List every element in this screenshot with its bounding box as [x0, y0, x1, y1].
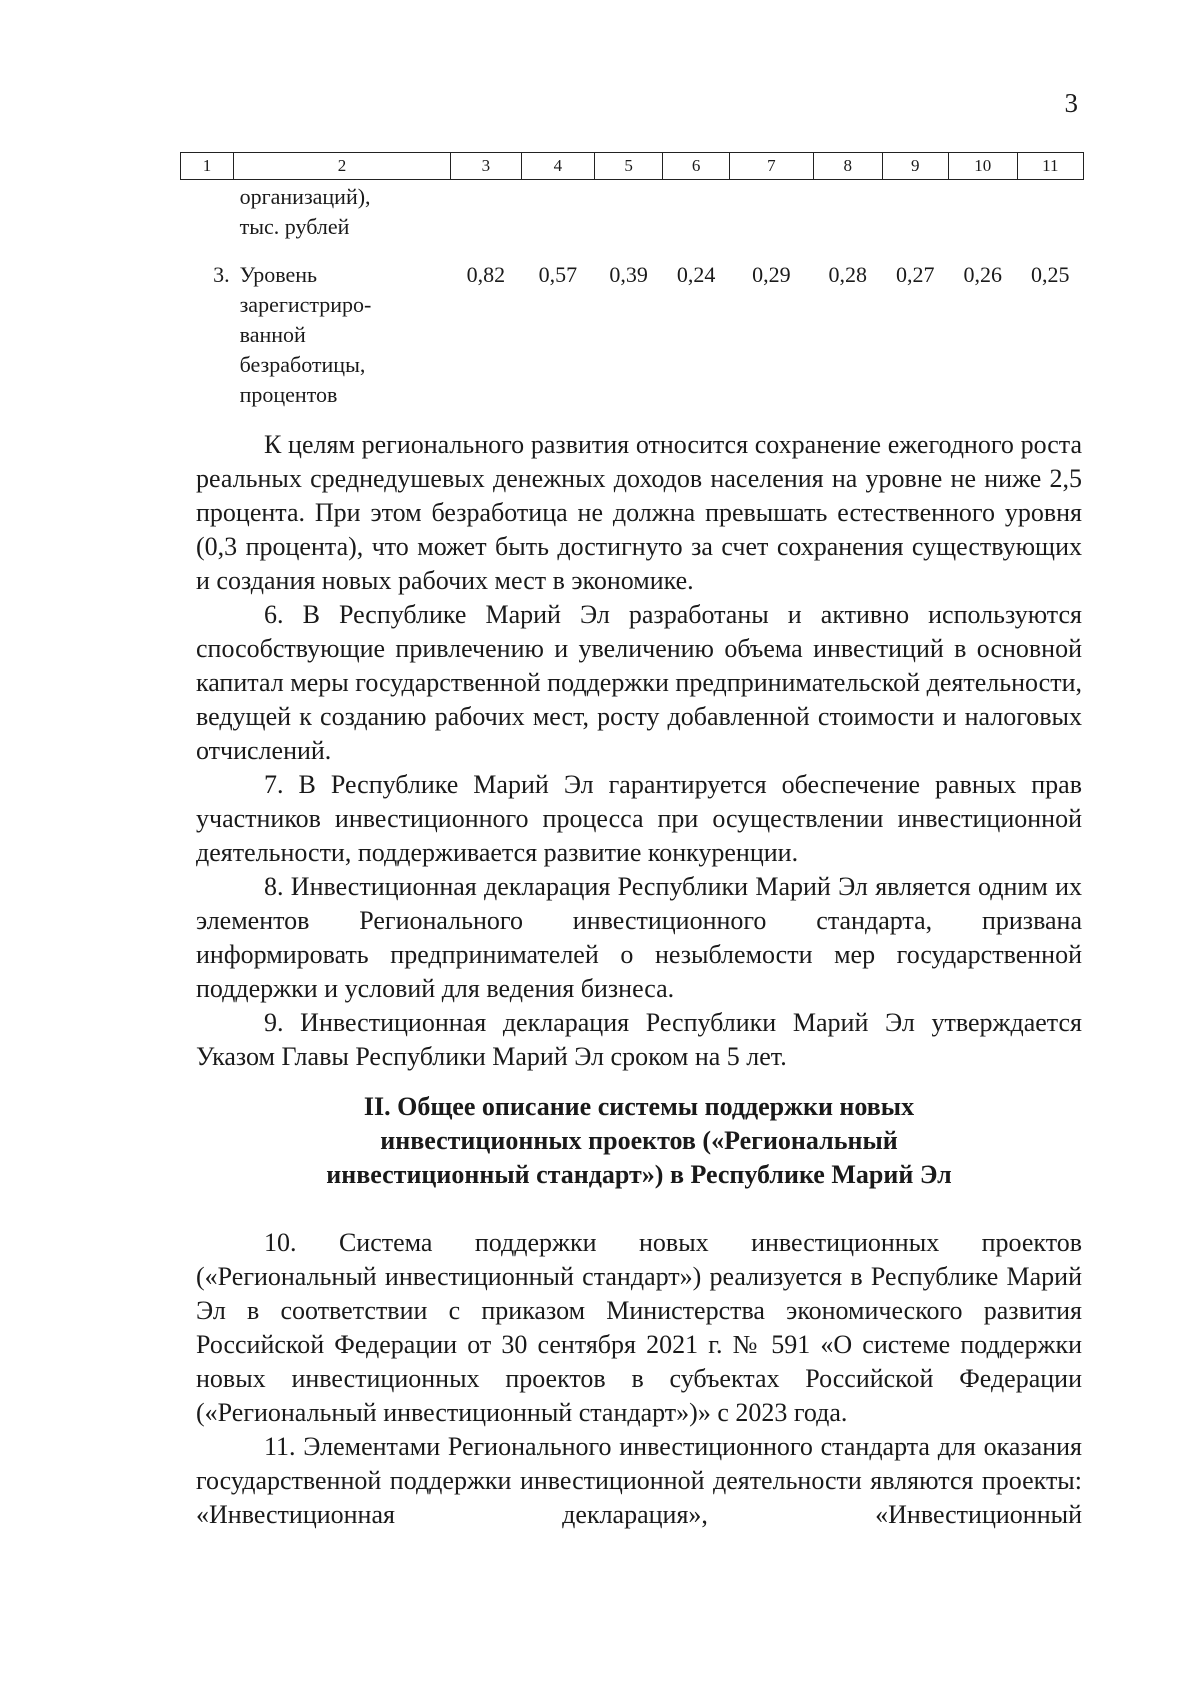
value-cell: 0,82 — [466, 262, 506, 287]
row-label-cell — [234, 180, 451, 243]
table-header-cell: 4 — [521, 153, 594, 180]
body-text-after — [196, 1226, 1082, 1532]
row-label-line: Уровень — [239, 262, 318, 287]
row-label-line: организаций), — [239, 184, 371, 209]
table-row — [181, 242, 1084, 410]
indicators-table — [180, 152, 1084, 410]
table-header-cell: 6 — [663, 153, 729, 180]
paragraph: 9. Инвестиционная декларация Республики Марий Эл утверждается Указом Главы Республики Марий Эл сроком на 5 лет. — [196, 1008, 1082, 1071]
value-cell: 0,25 — [1031, 262, 1070, 287]
row-number-cell: 3. — [213, 262, 230, 287]
table-header-cell: 8 — [813, 153, 882, 180]
row-number-cell — [181, 180, 234, 243]
table-header-cell: 11 — [1017, 153, 1083, 180]
body-text-before — [196, 428, 1082, 1074]
table-header-cell: 5 — [594, 153, 663, 180]
value-cell: 0,28 — [828, 262, 867, 287]
value-cell: 0,27 — [895, 262, 935, 287]
table-row — [181, 180, 1084, 243]
row-label-line: тыс. рублей — [239, 214, 350, 239]
page-number: 3 — [1064, 88, 1078, 118]
row-label-line: зарегистриро- — [239, 292, 372, 317]
paragraph: К целям регионального развития относится сохранение ежегодного роста реальных среднедушевых денежных доходов населения на уровне не ниже 2,5 процента. При этом безработица не должна превышать естественного уровня (0,3 процента), что может быть достигнуто за счет сохранения существующих и создания новых рабочих мест в экономике. — [196, 430, 1082, 595]
section-heading-line: инвестиционный стандарт») в Республике Марий Эл — [326, 1160, 952, 1189]
value-cell: 0,24 — [676, 262, 716, 287]
table-header-row — [181, 153, 1084, 180]
table-header-cell: 7 — [729, 153, 813, 180]
value-cell: 0,29 — [752, 262, 791, 287]
paragraph: 10. Система поддержки новых инвестиционных проектов («Региональный инвестиционный стандарт») реализуется в Республике Марий Эл в соответствии с приказом Министерства экономического развития Российской Федерации от 30 сентября 2021 г. № 591 «О системе поддержки новых инвестиционных проектов в субъектах Российской Федерации («Региональный инвестиционный стандарт»)» с 2023 года. — [196, 1228, 1082, 1427]
table-header-cell: 10 — [948, 153, 1017, 180]
table-header-cell: 9 — [882, 153, 948, 180]
value-cell: 0,57 — [538, 262, 578, 287]
table-header-cell: 2 — [234, 153, 451, 180]
paragraph: 6. В Республике Марий Эл разработаны и активно используются способствующие привлечению и увеличению объема инвестиций в основной капитал меры государственной поддержки предпринимательской деятельности, ведущей к созданию рабочих мест, росту добавленной стоимости и налоговых отчислений. — [196, 600, 1082, 765]
table-header-cell: 1 — [181, 153, 234, 180]
row-label-line: ванной — [239, 322, 306, 347]
section-heading — [196, 1090, 1082, 1192]
paragraph: 8. Инвестиционная декларация Республики Марий Эл является одним их элементов Регионального инвестиционного стандарта, призвана информировать предпринимателей о незыблемости мер государственной поддержки и условий для ведения бизнеса. — [196, 872, 1082, 1003]
row-label-cell — [234, 242, 451, 410]
section-heading-line: инвестиционных проектов («Региональный — [380, 1126, 898, 1155]
row-label-line: процентов — [239, 382, 338, 407]
value-cell: 0,39 — [609, 262, 648, 287]
paragraph: 11. Элементами Регионального инвестиционного стандарта для оказания государственной поддержки инвестиционной деятельности являются проекты: «Инвестиционная декларация», «Инвестиционный — [196, 1432, 1082, 1529]
section-heading-line: II. Общее описание системы поддержки новых — [363, 1092, 915, 1121]
paragraph: 7. В Республике Марий Эл гарантируется обеспечение равных прав участников инвестиционного процесса при осуществлении инвестиционной деятельности, поддерживается развитие конкуренции. — [196, 770, 1082, 867]
value-cell: 0,26 — [963, 262, 1002, 287]
table-header-cell: 3 — [451, 153, 522, 180]
row-label-line: безработицы, — [239, 352, 366, 377]
